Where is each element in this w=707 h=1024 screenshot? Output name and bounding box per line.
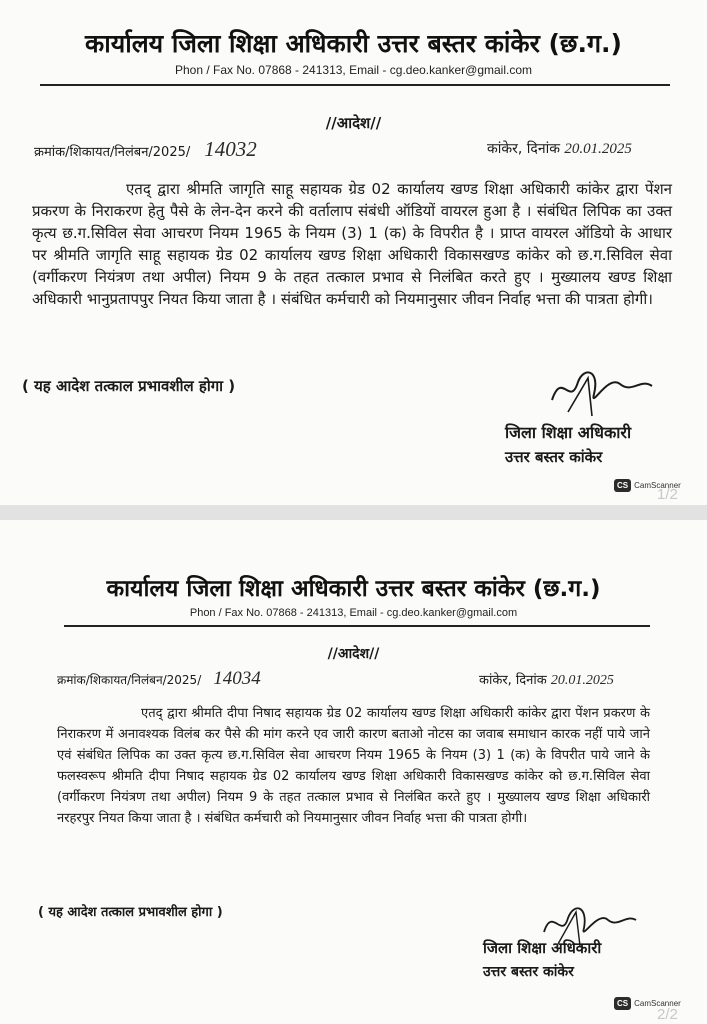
- contact-email: cg.deo.kanker@gmail.com: [386, 607, 518, 619]
- ref-prefix: क्रमांक/शिकायत/निलंबन/2025/: [57, 673, 202, 687]
- page-divider: [0, 505, 707, 520]
- signatory-place: उत्तर बस्तर कांकेर: [483, 964, 574, 980]
- camscanner-icon: CS: [614, 479, 631, 492]
- header-rule: [40, 84, 670, 86]
- ref-prefix: क्रमांक/शिकायत/निलंबन/2025/: [34, 145, 191, 160]
- contact-label: Phon / Fax No. 07868 - 241313, Email -: [174, 63, 390, 77]
- contact-line: [0, 63, 707, 77]
- issue-date: [487, 139, 632, 158]
- order-letter-1: [0, 0, 707, 505]
- reference-number: [34, 137, 257, 162]
- ref-number-handwritten: 14034: [213, 668, 261, 689]
- signature: [548, 360, 658, 420]
- effective-note: ( यह आदेश तत्काल प्रभावशील होगा ): [22, 377, 236, 395]
- page-marker: 2/2: [657, 1006, 678, 1023]
- camscanner-text: CamScanner: [634, 481, 681, 490]
- signatory-title: जिला शिक्षा अधिकारी: [483, 939, 602, 957]
- camscanner-text: CamScanner: [634, 999, 681, 1008]
- contact-line: [0, 606, 707, 619]
- effective-note: ( यह आदेश तत्काल प्रभावशील होगा ): [38, 905, 223, 920]
- issue-date: [479, 670, 614, 689]
- header-rule: [64, 625, 650, 627]
- order-body: एतद् द्वारा श्रीमति दीपा निषाद सहायक ग्रेड 02 कार्यालय खण्ड शिक्षा अधिकारी कांकेर द्वारा पेंशन प्रकरण के निराकरण में अनावश्यक विलंब कर पैसे की मांग करने एव जारी कारण बताओ नोटस का जवाब समाधान कारक नहीं पाये जाने एवं संबंधित लिपिक का उक्त कृत्य छ.ग.सिविल सेवा आचरण नियम 1965 के नियम (3) 1 (क) के विपरीत पाये जाने के फलस्वरूप श्रीमति दीपा निषाद सहायक ग्रेड 02 कार्यालय खण्ड शिक्षा अधिकारी विकासखण्ड कांकेर को छ.ग.सिविल सेवा (वर्गीकरण नियंत्रण तथा अपील) नियम 9 के तहत तत्काल प्रभाव से निलंबित करते हुए । मुख्यालय खण्ड शिक्षा अधिकारी नरहरपुर नियत किया जाता है । संबंधित कर्मचारी को नियमानुसार जीवन निर्वाह भत्ता की पात्रता होगी।: [57, 706, 650, 826]
- signatory-title: जिला शिक्षा अधिकारी: [505, 423, 632, 442]
- page-marker: 1/2: [657, 486, 678, 503]
- order-heading: //आदेश//: [327, 646, 380, 662]
- order-heading: //आदेश//: [325, 114, 382, 132]
- date-value: 20.01.2025: [550, 673, 614, 688]
- office-title: कार्यालय जिला शिक्षा अधिकारी उत्तर बस्तर कांकेर (छ.ग.): [106, 576, 601, 602]
- order-letter-2: [0, 520, 707, 1024]
- ref-number-handwritten: 14032: [204, 137, 257, 161]
- signatory-place: उत्तर बस्तर कांकेर: [505, 448, 603, 466]
- camscanner-icon: CS: [614, 997, 631, 1010]
- date-prefix: कांकेर, दिनांक: [479, 673, 547, 688]
- date-prefix: कांकेर, दिनांक: [487, 141, 560, 157]
- order-body: एतद् द्वारा श्रीमति जागृति साहू सहायक ग्रेड 02 कार्यालय खण्ड शिक्षा अधिकारी कांकेर द्वारा पेंशन प्रकरण के निराकरण हेतु पैसे के लेन-देन करने की वर्तालाप संबंधी ऑडियों वायरल हुआ है । संबंधित लिपिक का उक्त कृत्य छ.ग.सिविल सेवा आचरण नियम 1965 के नियम (3) 1 (क) के विपरीत है । प्राप्त वायरल ऑडियो के आधार पर श्रीमति जागृति साहू सहायक ग्रेड 02 कार्यालय खण्ड शिक्षा अधिकारी विकासखण्ड कांकेर को छ.ग.सिविल सेवा (वर्गीकरण नियंत्रण तथा अपील) नियम 9 के तहत तत्काल प्रभाव से निलंबित करते हुए । मुख्यालय खण्ड शिक्षा अधिकारी भानुप्रतापपुर नियत किया जाता है । संबंधित कर्मचारी को नियमानुसार जीवन निर्वाह भत्ता की पात्रता होगी।: [32, 180, 672, 308]
- contact-email: cg.deo.kanker@gmail.com: [389, 63, 533, 77]
- office-title: कार्यालय जिला शिक्षा अधिकारी उत्तर बस्तर कांकेर (छ.ग.): [85, 29, 622, 58]
- reference-number: [57, 668, 261, 690]
- date-value: 20.01.2025: [564, 141, 632, 157]
- contact-label: Phon / Fax No. 07868 - 241313, Email -: [189, 607, 387, 619]
